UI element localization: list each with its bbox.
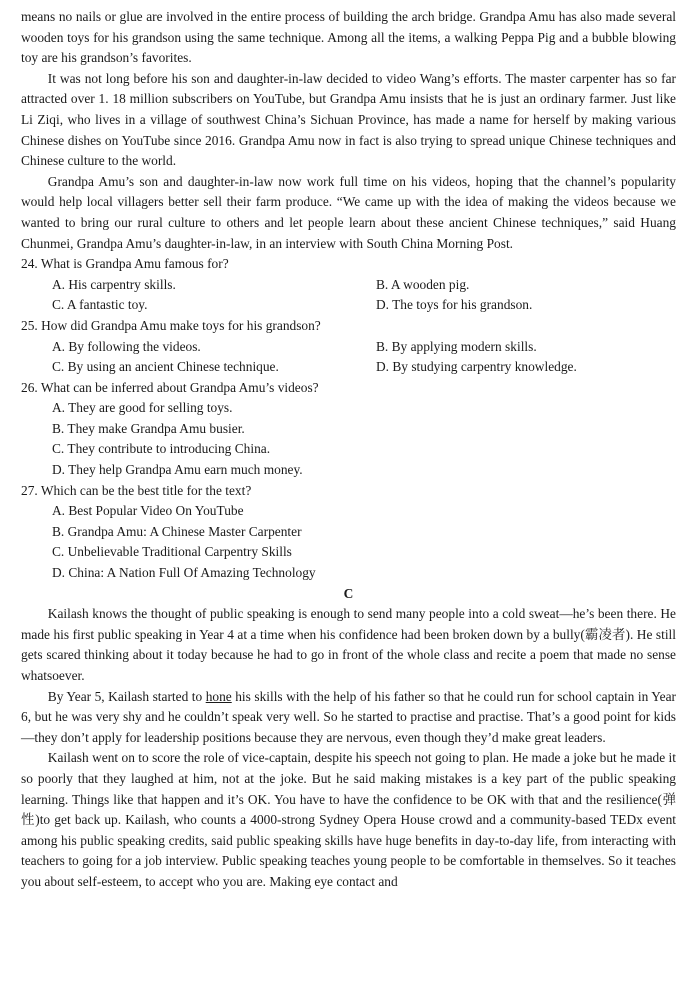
option-row	[21, 337, 676, 358]
section-heading: C	[343, 585, 354, 601]
question-stem: 25. How did Grandpa Amu make toys for his grandson?	[21, 317, 321, 333]
passage-b-paragraph-1: means no nails or glue are involved in the entire process of building the arch bridge. Grandpa Amu has also made several wooden toys for his grandson using the same technique. Among all the items, a walking Peppa Pig and a bubble blowing toy are his grandson’s favorites.	[21, 9, 676, 66]
option-b[interactable]: B. A wooden pig.	[376, 276, 470, 292]
option-c[interactable]: C. A fantastic toy.	[52, 297, 148, 313]
option-b[interactable]: B. By applying modern skills.	[376, 338, 537, 354]
passage-c-paragraph-1: Kailash knows the thought of public speaking is enough to send many people into a cold sweat—he’s been there. He made his first public speaking in Year 4 at a time when his confidence had been broken down by a bully(霸凌者). He still gets scared thinking about it today because he had to go in front of the whole class and recite a poem that made no sense whatsoever.	[21, 606, 676, 683]
passage-c-paragraph-3: Kailash went on to score the role of vice-captain, despite his speech not going to plan. He made a joke but he made it so poorly that they laughed at him, not at the joke. But he said making mistakes is a key part of the public speaking learning. Things like that happen and it’s OK. You have to have the confidence to be OK with that and the resilience(弹性)to get back up. Kailash, who counts a 4000-strong Sydney Opera House crowd and a community-based TEDx event among his public speaking credits, said public speaking skills have huge benefits in day-to-day life, from interacting with teachers to going for a job interview. Public speaking teaches young people to be comfortable in themselves. So it teaches you about self-esteem, to accept who you are. Making eye contact and	[21, 750, 676, 889]
passage-c-paragraph-2	[21, 687, 676, 749]
option-row	[21, 357, 676, 378]
passage-b-paragraph-2: It was not long before his son and daughter-in-law decided to video Wang’s efforts. The master carpenter has so far attracted over 1. 18 million subscribers on YouTube, but Grandpa Amu insists that he is just an ordinary farmer. Just like Li Ziqi, who lives in a village of southwest China’s Sichuan Province, has made a name for herself by making various Chinese dishes on YouTube since 2016. Grandpa Amu now in fact is also trying to spread unique Chinese techniques and Chinese culture to the world.	[21, 70, 676, 169]
option-a[interactable]: A. They are good for selling toys.	[52, 400, 233, 416]
passage-b-paragraph-3: Grandpa Amu’s son and daughter-in-law now work full time on his videos, hoping that the channel’s popularity would help local villagers better sell their farm produce. “We came up with the idea of making the videos because we wanted to bring our rural culture to others and let people learn about these ancient Chinese techniques,” said Huang Chunmei, Grandpa Amu’s daughter-in-law, in an interview with South China Morning Post.	[21, 173, 676, 251]
question-25	[21, 316, 676, 378]
exam-page	[21, 7, 676, 893]
option-c[interactable]: C. Unbelievable Traditional Carpentry Skills	[52, 544, 292, 560]
option-a[interactable]: A. His carpentry skills.	[52, 276, 176, 292]
underlined-word: hone	[205, 688, 232, 704]
question-27	[21, 481, 676, 584]
option-d[interactable]: D. They help Grandpa Amu earn much money.	[52, 462, 303, 478]
option-c[interactable]: C. By using an ancient Chinese technique.	[52, 359, 279, 375]
option-a[interactable]: A. Best Popular Video On YouTube	[52, 503, 244, 519]
question-stem: 24. What is Grandpa Amu famous for?	[21, 256, 229, 272]
option-c[interactable]: C. They contribute to introducing China.	[52, 441, 271, 457]
option-d[interactable]: D. By studying carpentry knowledge.	[376, 359, 577, 375]
option-row	[21, 295, 676, 316]
question-26	[21, 378, 676, 481]
option-d[interactable]: D. The toys for his grandson.	[376, 297, 533, 313]
paragraph-text: his skills with the help of his father so that he could run for school captain in Year 6, but he was very shy and he couldn’t speak very well. So he started to practise and practise. That’s a good point for kids—they don’t apply for leadership positions because they are nervous, even though they’d make great leaders.	[21, 688, 676, 745]
option-a[interactable]: A. By following the videos.	[52, 338, 201, 354]
paragraph-text: By Year 5, Kailash started to	[47, 688, 206, 704]
question-stem: 26. What can be inferred about Grandpa Amu’s videos?	[21, 379, 319, 395]
option-d[interactable]: D. China: A Nation Full Of Amazing Technology	[52, 565, 316, 581]
question-24	[21, 254, 676, 316]
option-b[interactable]: B. They make Grandpa Amu busier.	[52, 420, 245, 436]
option-row	[21, 275, 676, 296]
question-stem: 27. Which can be the best title for the text?	[21, 482, 252, 498]
option-b[interactable]: B. Grandpa Amu: A Chinese Master Carpenter	[52, 523, 302, 539]
